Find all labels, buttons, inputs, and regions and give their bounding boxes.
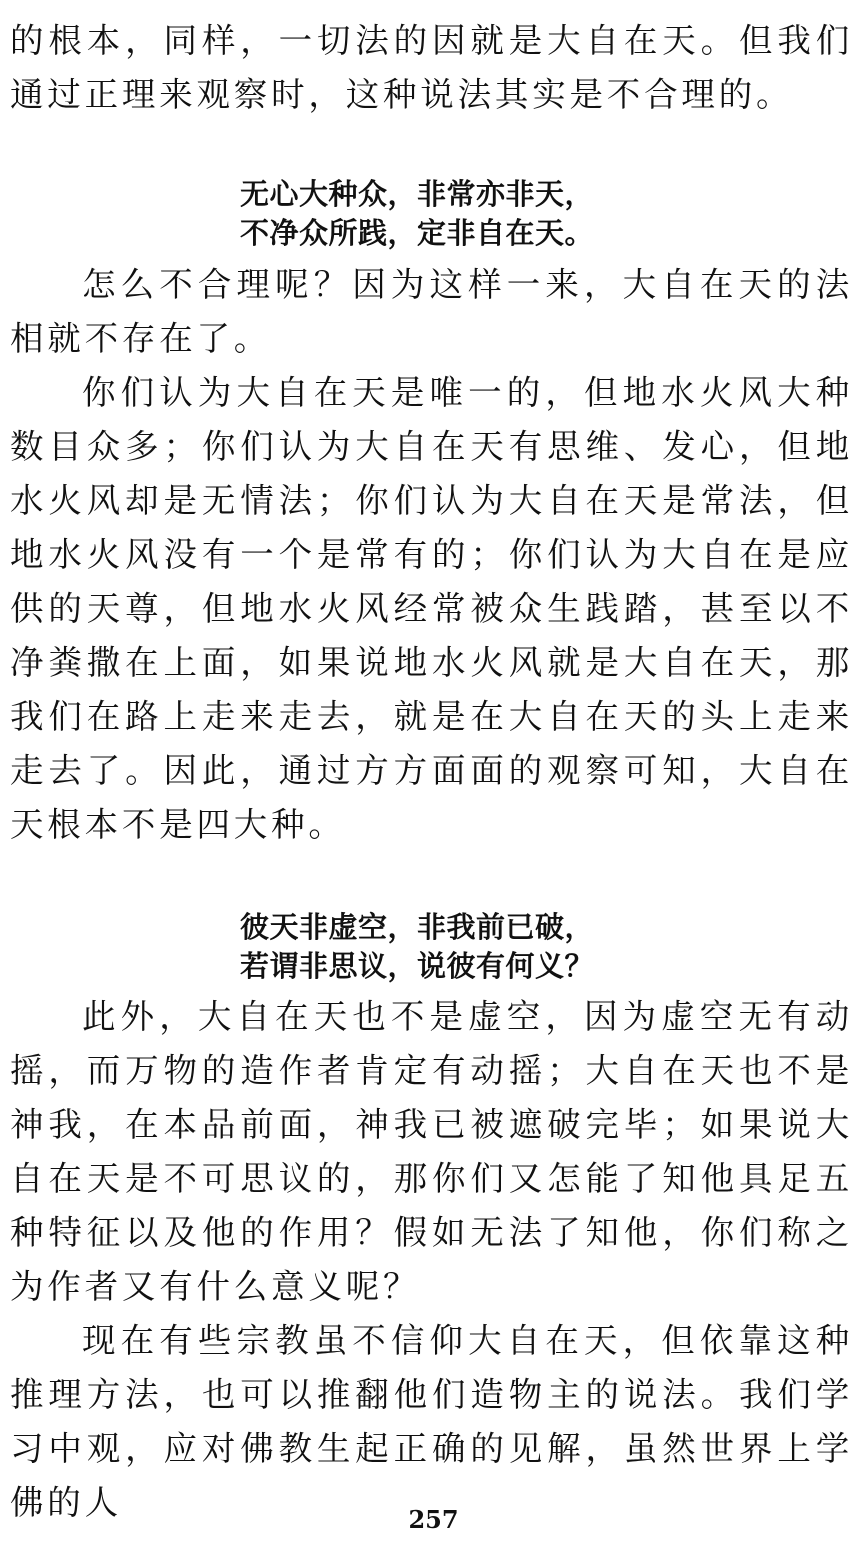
paragraph: 现在有些宗教虽不信仰大自在天，但依靠这种推理方法，也可以推翻他们造物主的说法。我们学习中观，应对佛教生起正确的见解，虽然世界上学佛的人 [10, 1321, 853, 1522]
page-number: 257 [408, 1505, 459, 1534]
paragraph: 你们认为大自在天是唯一的，但地水火风大种数目众多；你们认为大自在天有思维、发心，但地水火风却是无情法；你们认为大自在天是常法，但地水火风没有一个是常有的；你们认为大自在是应供的天尊，但地水火风经常被众生践踏，甚至以不净粪撒在上面，如果说地水火风就是大自在天，那我们在路上走来走去，就是在大自在天的头上走来走去了。因此，通过方方面面的观察可知，大自在天根本不是四大种。 [10, 373, 853, 844]
spacer [10, 852, 853, 908]
verse-block-2 [10, 908, 853, 986]
paragraph: 此外，大自在天也不是虚空，因为虚空无有动摇，而万物的造作者肯定有动摇；大自在天也不是神我，在本品前面，神我已被遮破完毕；如果说大自在天是不可思议的，那你们又怎能了知他具足五种特征以及他的作用？假如无法了知他，你们称之为作者又有什么意义呢？ [10, 997, 853, 1306]
paragraph-continued: 的根本，同样，一切法的因就是大自在天。但我们通过正理来观察时，这种说法其实是不合理的。 [10, 21, 853, 114]
page-body [10, 14, 853, 1530]
paragraph: 怎么不合理呢？因为这样一来，大自在天的法相就不存在了。 [10, 265, 853, 358]
verse-line: 彼天非虚空，非我前已破， [240, 910, 595, 944]
verse-block-1 [10, 175, 853, 253]
verse-line: 若谓非思议，说彼有何义？ [240, 949, 595, 983]
verse-line: 不净众所践，定非自在天。 [240, 216, 595, 250]
spacer [10, 122, 853, 175]
verse-line: 无心大种众，非常亦非天， [240, 177, 595, 211]
